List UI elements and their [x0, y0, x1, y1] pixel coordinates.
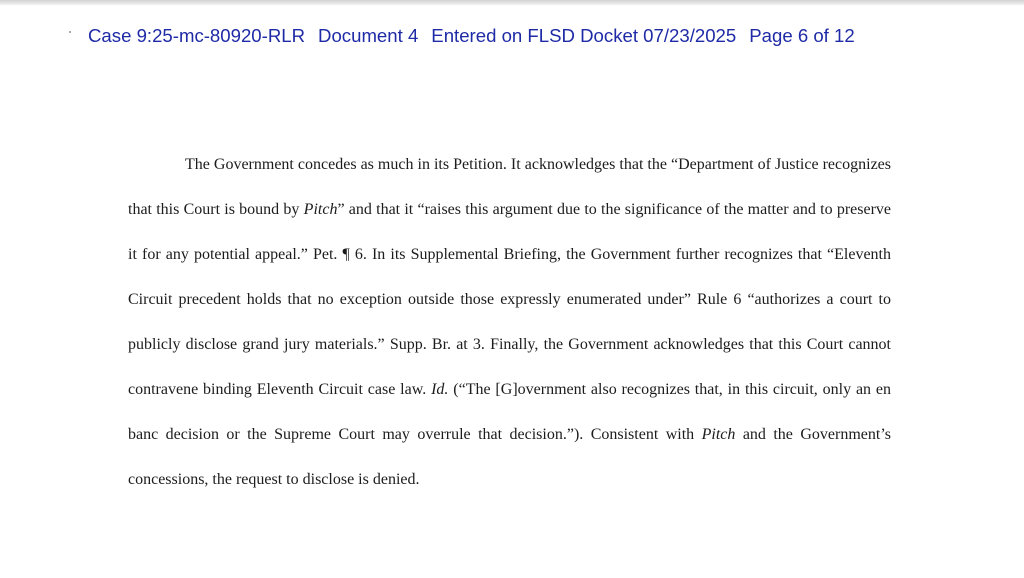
paragraph-text-4: and the Government’s concessions, the request to disclose is denied.: [128, 426, 891, 488]
case-citation-pitch-2: Pitch: [701, 426, 736, 443]
page-top-edge: [0, 0, 1024, 5]
citation-id: Id.: [431, 381, 449, 398]
document-number: Document 4: [318, 25, 419, 46]
paragraph-text-3: (“The [G]overnment also recognizes that, in this circuit, only an en banc decision or the Supreme Court may overrule that decision.”). Consistent with: [128, 381, 892, 443]
docket-header: [88, 23, 948, 49]
body-paragraph: [128, 142, 891, 502]
scan-artifact-dot: [69, 31, 71, 33]
entered-date: Entered on FLSD Docket 07/23/2025: [431, 25, 737, 46]
case-citation-pitch: Pitch: [303, 201, 338, 218]
paragraph-text-1: The Government concedes as much in its Petition. It acknowledges that the “Department of Justice recognizes that this Court is bound by: [128, 156, 891, 218]
case-number: Case 9:25-mc-80920-RLR: [88, 25, 306, 46]
page-number: Page 6 of 12: [749, 25, 855, 46]
paragraph-text-2: ” and that it “raises this argument due to the significance of the matter and to preserve it for any potential appeal.” Pet. ¶ 6. In its Supplemental Briefing, the Government further recognizes that “Eleventh Circuit precedent holds that no exception outside those expressly enumerated under” Rule 6 “authorizes a court to publicly disclose grand jury materials.” Supp. Br. at 3. Finally, the Government acknowledges that this Court cannot contravene binding Eleventh Circuit case law.: [128, 201, 892, 398]
